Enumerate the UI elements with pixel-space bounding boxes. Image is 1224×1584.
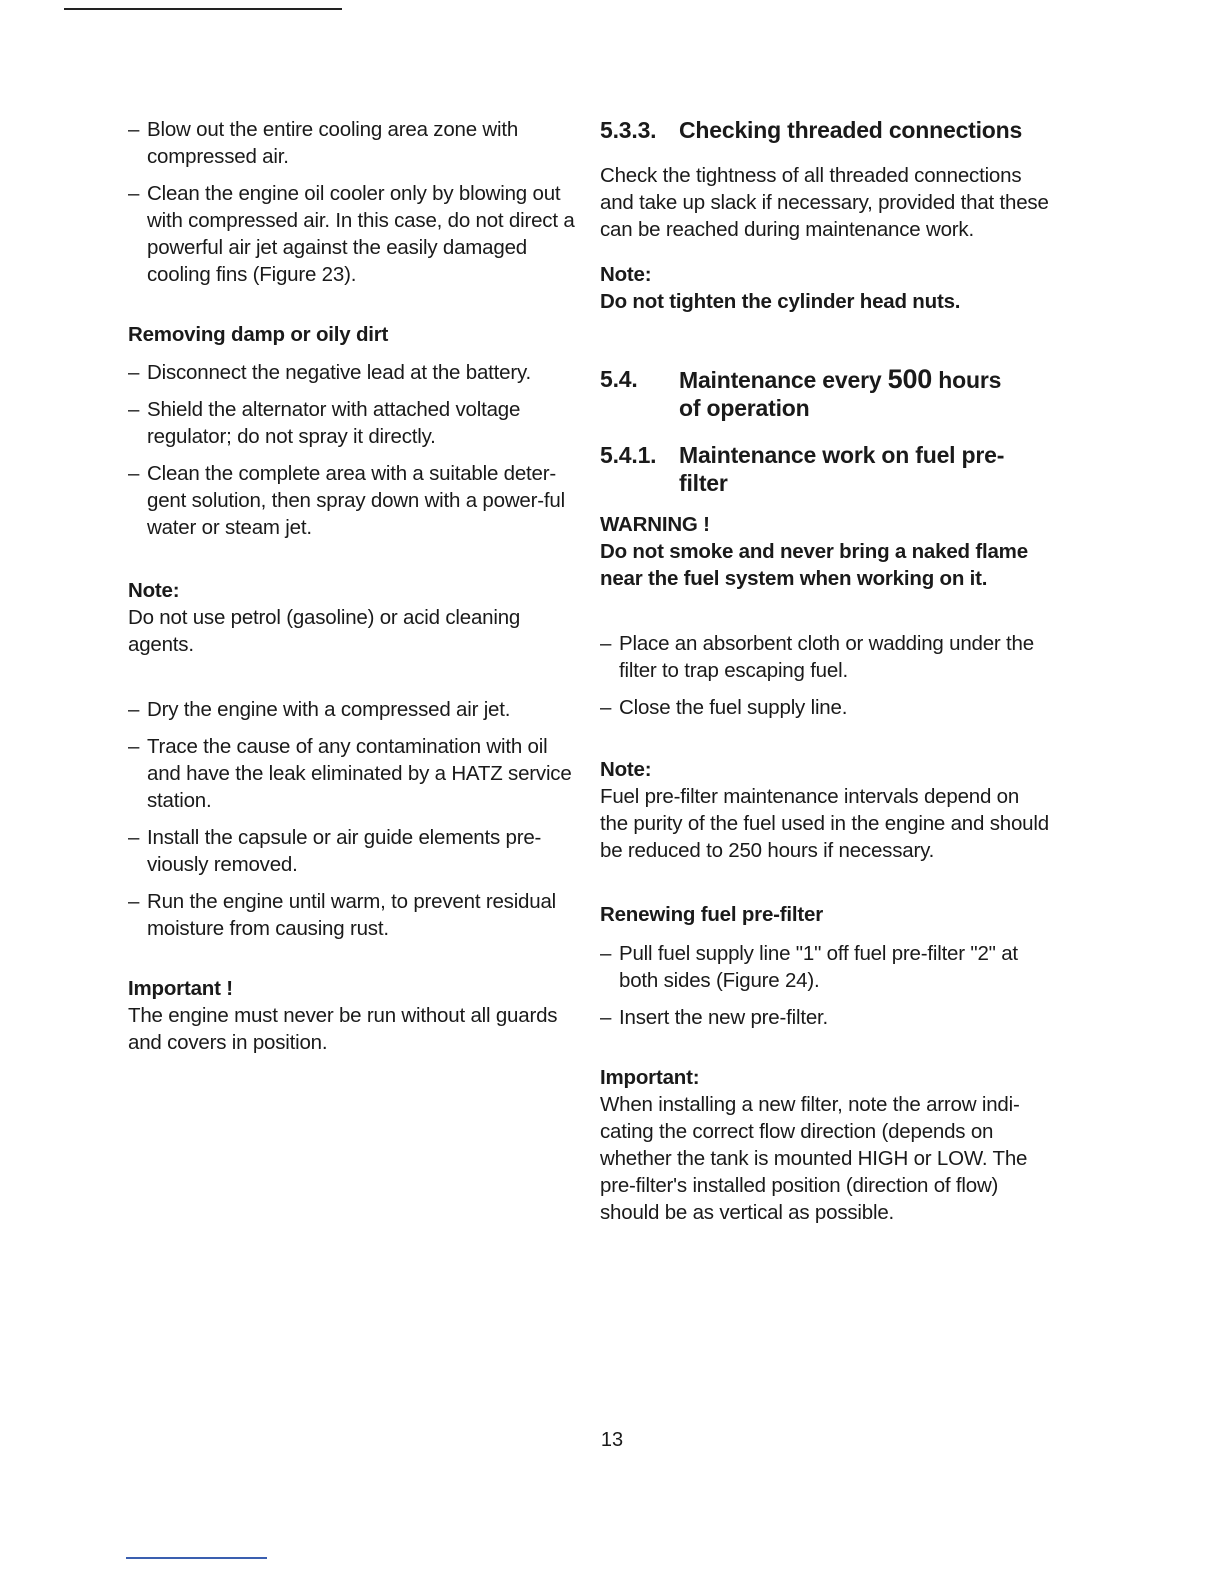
note-label: Note: bbox=[128, 579, 180, 602]
bullet-dash: – bbox=[600, 942, 612, 965]
bullet-dash: – bbox=[128, 398, 140, 421]
left-column bbox=[128, 116, 578, 1056]
bullet-dash: – bbox=[600, 696, 612, 719]
section-title: Maintenance work on fuel pre-filter bbox=[679, 442, 1005, 496]
warning-text: Do not smoke and never bring a naked flame near the fuel system when working on it. bbox=[600, 540, 1028, 590]
important-text: The engine must never be run without all guards and covers in position. bbox=[128, 1004, 558, 1054]
list-item: – Place an absorbent cloth or wadding under the filter to trap escaping fuel. bbox=[600, 632, 1034, 682]
bullet-dash: – bbox=[128, 118, 140, 141]
list-item: – Run the engine until warm, to prevent residual moisture from causing rust. bbox=[128, 890, 557, 940]
note-text: Fuel pre-filter maintenance intervals depend on the purity of the fuel used in the engine and should be reduced to 250 hours if necessary. bbox=[600, 785, 1049, 862]
bullet-dash: – bbox=[600, 632, 612, 655]
section-heading-5-4 bbox=[600, 365, 1050, 422]
top-rule bbox=[64, 8, 342, 10]
list-item: – Clean the engine oil cooler only by blowing out with compressed air. In this case, do not direct a powerful air jet against the easily damaged cooling fins (Figure 23). bbox=[128, 182, 575, 286]
bullet-dash: – bbox=[128, 735, 140, 758]
renew-prefilter-heading: Renewing fuel pre-filter bbox=[600, 903, 824, 926]
note-label: Note: bbox=[600, 758, 652, 781]
threaded-connections-text: Check the tightness of all threaded connections and take up slack if necessary, provided that these can be reached during maintenance work. bbox=[600, 164, 1049, 241]
cylinder-head-note: Do not tighten the cylinder head nuts. bbox=[600, 290, 961, 313]
list-item: – Close the fuel supply line. bbox=[600, 696, 848, 719]
warning-label: WARNING ! bbox=[600, 513, 710, 536]
bullet-dash: – bbox=[128, 890, 140, 913]
bullet-dash: – bbox=[600, 1006, 612, 1029]
list-item: – Install the capsule or air guide elements pre-viously removed. bbox=[128, 826, 542, 876]
bullet-dash: – bbox=[128, 698, 140, 721]
hours-value: 500 bbox=[887, 364, 933, 394]
section-heading-5-3-3 bbox=[600, 116, 1050, 144]
note-text: Do not use petrol (gasoline) or acid cleaning agents. bbox=[128, 606, 521, 656]
bullet-dash: – bbox=[128, 361, 140, 384]
bullet-dash: – bbox=[128, 182, 140, 205]
page-number: 13 bbox=[600, 1429, 624, 1451]
list-item: – Trace the cause of any contamination with oil and have the leak eliminated by a HATZ service station. bbox=[128, 735, 572, 812]
bullet-dash: – bbox=[128, 462, 140, 485]
section-title: Checking threaded connections bbox=[679, 117, 1023, 143]
list-item: – Pull fuel supply line "1" off fuel pre-filter "2" at both sides (Figure 24). bbox=[600, 942, 1018, 992]
list-item: – Insert the new pre-filter. bbox=[600, 1006, 829, 1029]
list-item: – Disconnect the negative lead at the battery. bbox=[128, 361, 531, 384]
bottom-rule bbox=[126, 1557, 267, 1559]
note-label: Note: bbox=[600, 263, 652, 286]
list-item: – Blow out the entire cooling area zone with compressed air. bbox=[128, 118, 519, 168]
important-label: Important ! bbox=[128, 977, 233, 1000]
damp-dirt-heading: Removing damp or oily dirt bbox=[128, 323, 389, 346]
section-number: 5.3.3. bbox=[600, 117, 657, 143]
bullet-dash: – bbox=[128, 826, 140, 849]
section-number: 5.4. bbox=[600, 366, 638, 392]
list-item: – Shield the alternator with attached voltage regulator; do not spray it directly. bbox=[128, 398, 521, 448]
section-heading-5-4-1 bbox=[600, 441, 1050, 497]
list-item: – Dry the engine with a compressed air jet. bbox=[128, 698, 511, 721]
list-item: – Clean the complete area with a suitable deter-gent solution, then spray down with a power-ful water or steam jet. bbox=[128, 462, 565, 539]
right-column bbox=[600, 116, 1050, 1226]
important-text: When installing a new filter, note the arrow indi-cating the correct flow direction (depends on whether the tank is mounted HIGH or LOW. The pre-filter's installed position (direction of flow) should be as vertical as possible. bbox=[600, 1093, 1028, 1224]
important-label: Important: bbox=[600, 1066, 700, 1089]
section-title: Maintenance every 500 hours of operation bbox=[679, 364, 1002, 421]
section-number: 5.4.1. bbox=[600, 442, 657, 468]
